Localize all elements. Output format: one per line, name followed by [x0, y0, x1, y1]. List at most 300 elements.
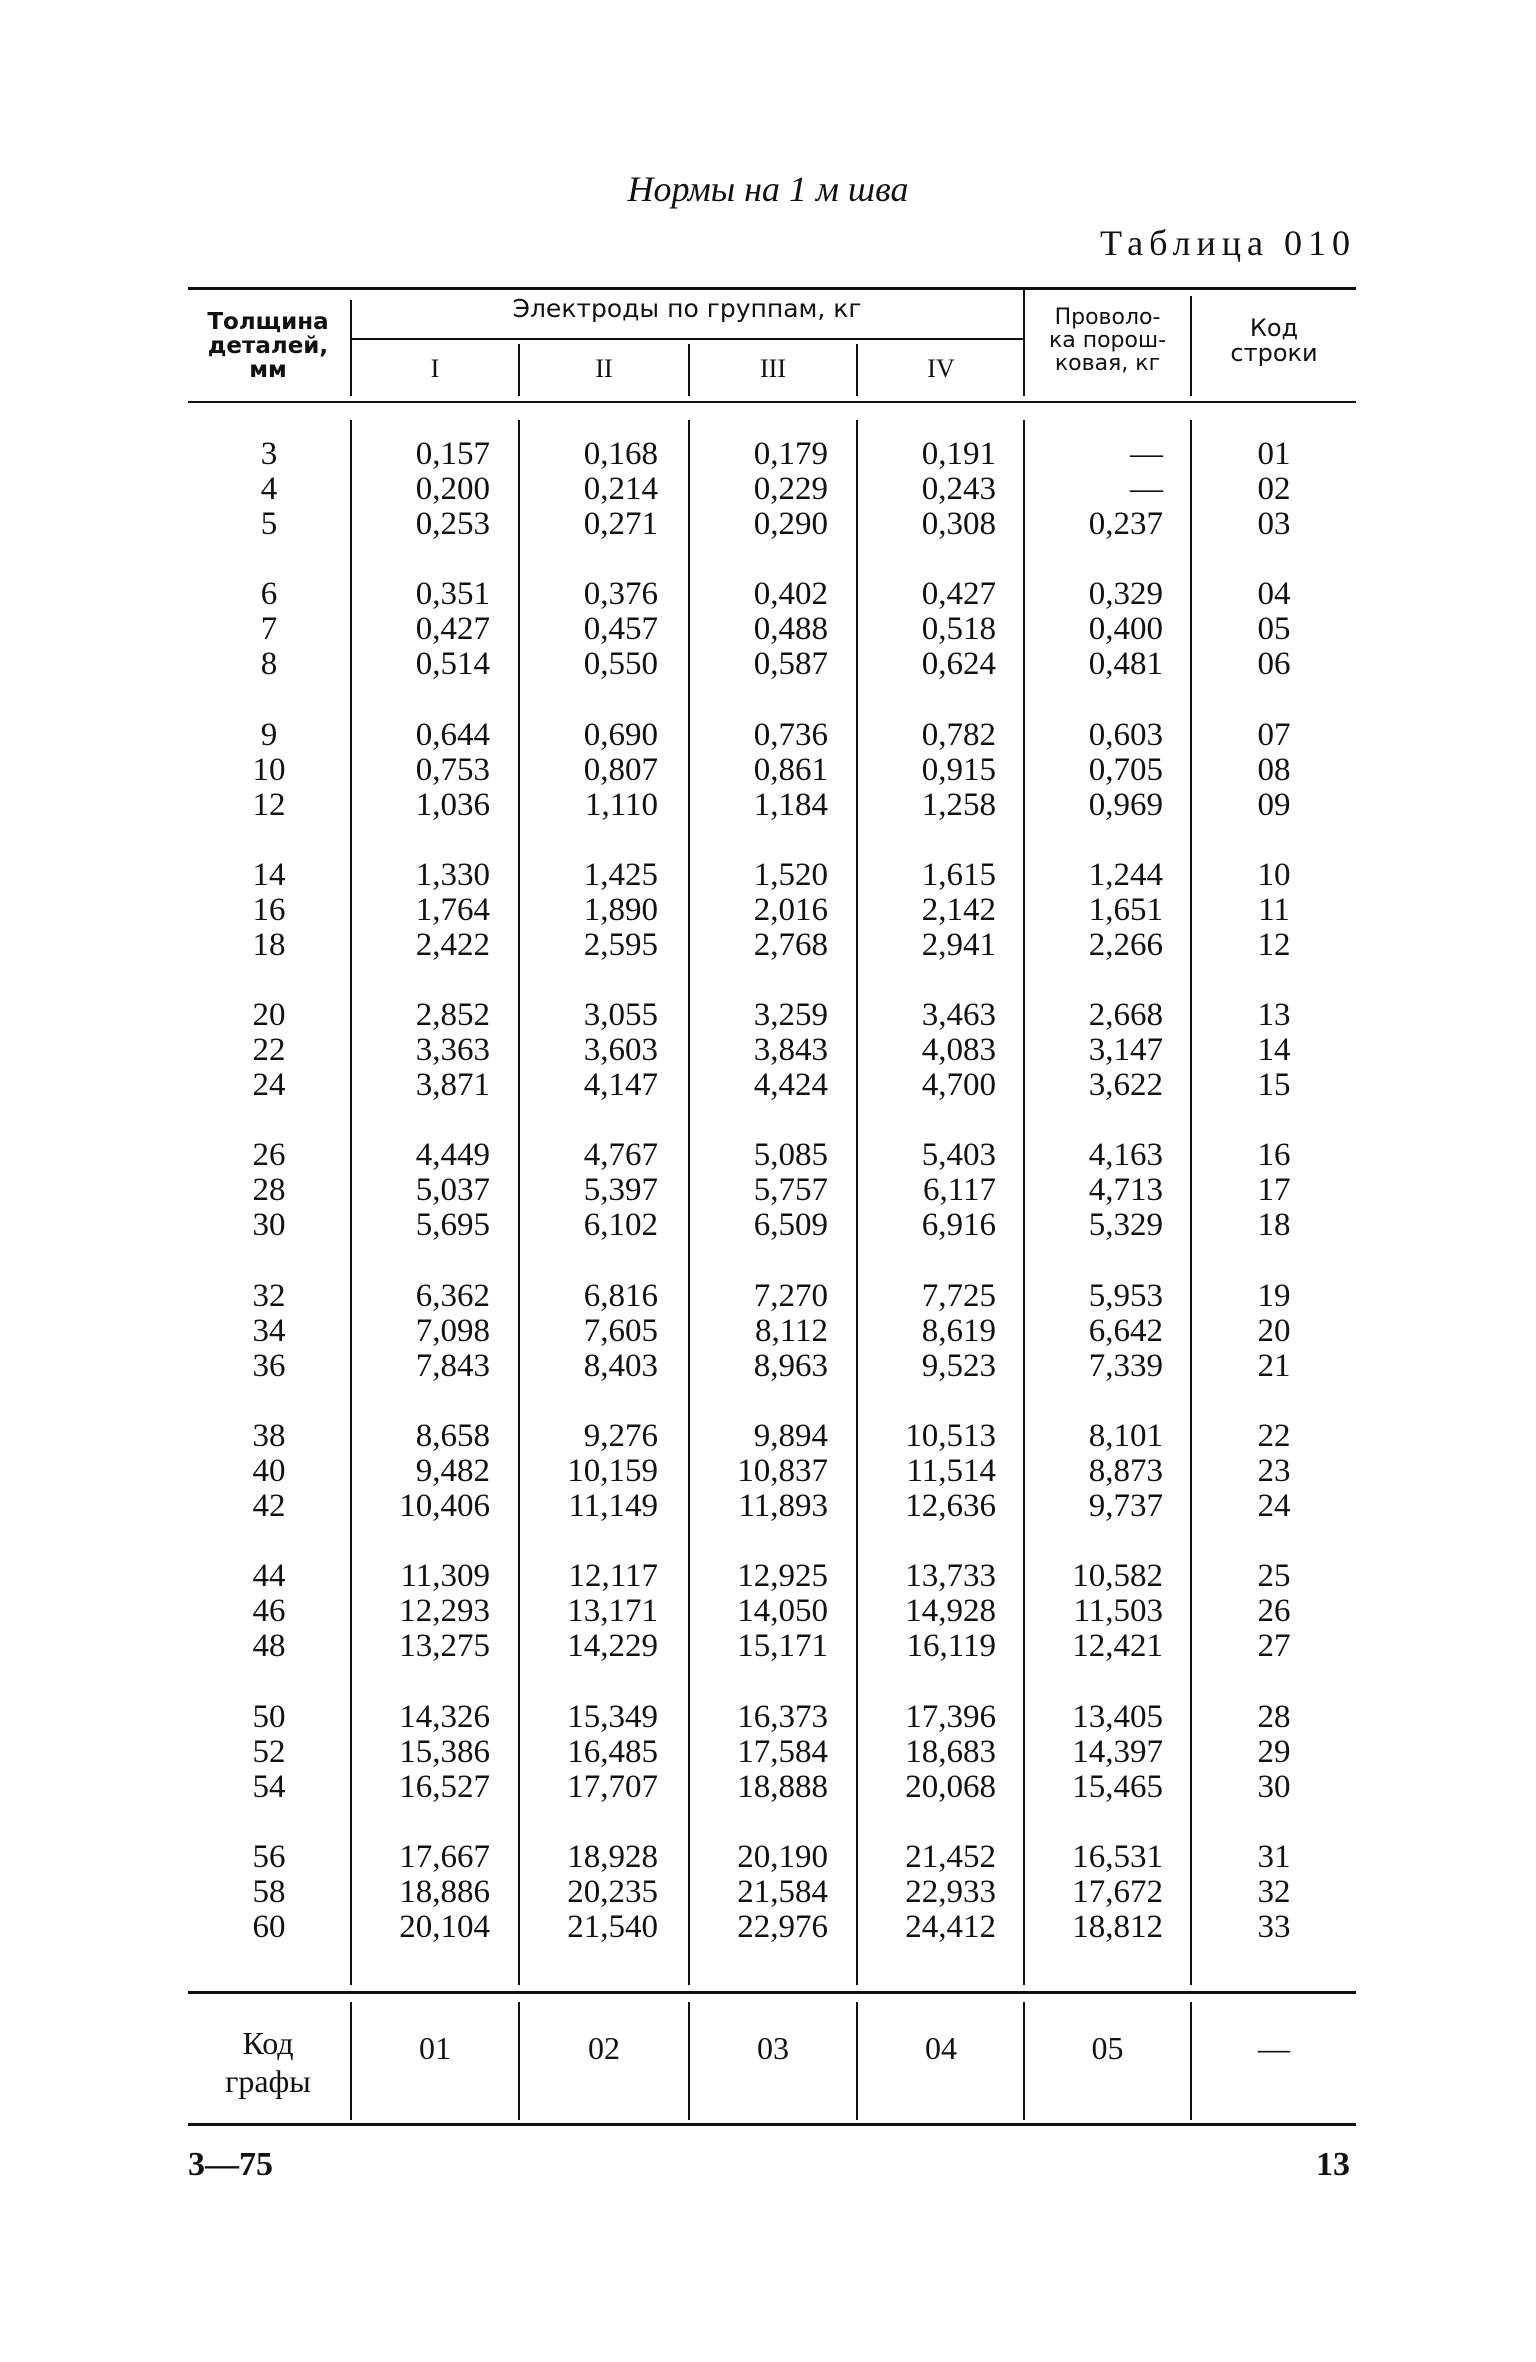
electrode-group-2-cell: 5,397 — [583, 1172, 658, 1209]
table-body — [0, 437, 1536, 1980]
electrode-group-3-cell: 18,888 — [737, 1768, 828, 1805]
table-row — [0, 437, 1536, 472]
electrode-group-4-cell: 21,452 — [905, 1838, 996, 1875]
wire-cell: 1,651 — [1088, 891, 1163, 928]
table-row — [0, 788, 1536, 823]
thickness-cell: 12 — [252, 786, 286, 823]
electrode-group-2-cell: 1,110 — [584, 786, 658, 823]
electrode-group-1-cell: 20,104 — [399, 1908, 490, 1945]
wire-cell: 8,101 — [1088, 1418, 1163, 1455]
wire-cell: 15,465 — [1072, 1768, 1163, 1805]
wire-cell: 10,582 — [1072, 1558, 1163, 1595]
table-row — [0, 1910, 1536, 1945]
table-row — [0, 1489, 1536, 1524]
row-code-cell: 14 — [1257, 1032, 1291, 1069]
thickness-cell: 26 — [252, 1137, 286, 1174]
thickness-cell: 7 — [260, 611, 278, 648]
wire-cell: 0,705 — [1088, 751, 1163, 788]
electrode-group-1-cell: 0,200 — [415, 471, 490, 507]
thickness-cell: 54 — [252, 1768, 286, 1805]
row-code-cell: 11 — [1258, 891, 1290, 928]
table-row — [0, 1559, 1536, 1594]
wire-cell: 4,163 — [1088, 1137, 1163, 1174]
electrodes-header: Электроды по группам, кг — [512, 294, 862, 323]
electrode-group-4-cell: 0,624 — [921, 646, 996, 683]
electrode-group-2-cell: 0,376 — [583, 576, 658, 613]
electrode-group-1-cell: 8,658 — [415, 1418, 490, 1455]
electrode-group-4-cell: 9,523 — [921, 1347, 996, 1384]
electrode-group-1-cell: 10,406 — [399, 1488, 490, 1525]
electrode-group-2-cell: 10,159 — [567, 1453, 658, 1490]
wire-cell: 17,672 — [1072, 1873, 1163, 1910]
row-code-cell: 24 — [1257, 1488, 1291, 1525]
table-row — [0, 1454, 1536, 1489]
thickness-header-line: Толщина — [207, 309, 329, 335]
electrode-group-1-cell: 7,098 — [415, 1312, 490, 1349]
electrode-group-1-cell: 3,363 — [415, 1032, 490, 1069]
page-number: 13 — [1316, 2146, 1350, 2183]
electrode-group-3-cell: 0,587 — [753, 646, 828, 683]
wire-cell: 12,421 — [1072, 1628, 1163, 1665]
thickness-cell: 16 — [252, 891, 286, 928]
electrode-group-1-cell: 9,482 — [415, 1453, 490, 1490]
thickness-cell: 8 — [260, 646, 278, 683]
table-row — [0, 1314, 1536, 1349]
electrode-group-2-cell: 6,102 — [583, 1207, 658, 1244]
electrode-group-4-cell: 6,117 — [922, 1172, 996, 1209]
electrode-group-3-cell: 0,179 — [753, 436, 828, 472]
wire-cell: 9,737 — [1088, 1488, 1163, 1525]
electrode-group-2-cell: 0,214 — [583, 471, 658, 507]
electrode-group-4-cell: 4,700 — [921, 1067, 996, 1104]
electrode-group-4-cell: 14,928 — [905, 1593, 996, 1630]
thickness-cell: 52 — [252, 1733, 286, 1770]
table-row — [0, 1875, 1536, 1910]
table-row — [0, 612, 1536, 647]
electrode-group-2-cell: 12,117 — [568, 1558, 658, 1595]
electrode-group-3-cell: 1,184 — [753, 786, 828, 823]
table-row — [0, 1735, 1536, 1770]
table-row — [0, 1208, 1536, 1243]
electrode-group-3-cell: 9,894 — [753, 1418, 828, 1455]
wire-cell: 2,668 — [1088, 997, 1163, 1034]
wire-cell: 2,266 — [1088, 926, 1163, 963]
electrode-group-4-cell: 0,782 — [921, 716, 996, 753]
row-group — [0, 858, 1536, 998]
table-row — [0, 998, 1536, 1033]
table-row — [0, 893, 1536, 928]
electrode-group-2-cell: 4,147 — [583, 1067, 658, 1104]
electrode-group-4-cell: 0,915 — [921, 751, 996, 788]
thickness-cell: 36 — [252, 1347, 286, 1384]
table-row — [0, 753, 1536, 788]
electrode-group-1-cell: 6,362 — [415, 1277, 490, 1314]
electrode-group-2-cell: 0,271 — [583, 506, 658, 542]
electrode-group-3-cell: 0,290 — [753, 506, 828, 542]
thickness-cell: 30 — [252, 1207, 286, 1244]
electrode-group-2-cell: 17,707 — [567, 1768, 658, 1805]
column-code: — — [1258, 2030, 1290, 2066]
thickness-header-line: деталей, — [207, 333, 329, 360]
row-code-cell: 21 — [1257, 1347, 1291, 1384]
electrode-group-4-cell: 0,243 — [921, 471, 996, 507]
electrode-group-3-cell: 3,259 — [753, 997, 828, 1034]
thickness-header-line: мм — [249, 357, 287, 384]
electrode-group-4-cell: 11,514 — [906, 1453, 996, 1490]
row-group — [0, 1419, 1536, 1559]
row-code-cell: 09 — [1257, 786, 1291, 823]
electrode-group-3-cell: 10,837 — [737, 1453, 828, 1490]
thickness-cell: 60 — [252, 1908, 286, 1945]
row-group — [0, 1700, 1536, 1840]
electrode-group-1-cell: 13,275 — [399, 1628, 490, 1665]
group-header-iv: IV — [927, 354, 955, 383]
electrode-group-4-cell: 2,941 — [921, 926, 996, 963]
electrode-group-1-cell: 1,330 — [415, 856, 490, 893]
electrode-group-2-cell: 18,928 — [567, 1838, 658, 1875]
thickness-cell: 24 — [252, 1067, 286, 1104]
thickness-cell: 38 — [252, 1418, 286, 1455]
electrode-group-1-cell: 0,351 — [415, 576, 490, 613]
row-code-cell: 33 — [1257, 1908, 1291, 1945]
electrode-group-1-cell: 0,157 — [415, 436, 490, 472]
table-title: Нормы на 1 м шва — [627, 169, 909, 209]
electrode-group-2-cell: 4,767 — [583, 1137, 658, 1174]
electrode-group-1-cell: 4,449 — [415, 1137, 490, 1174]
table-row — [0, 1594, 1536, 1629]
electrode-group-1-cell: 18,886 — [399, 1873, 490, 1910]
code-header-line: Код — [1249, 314, 1299, 342]
row-code-cell: 28 — [1257, 1698, 1291, 1735]
electrode-group-3-cell: 16,373 — [737, 1698, 828, 1735]
thickness-cell: 9 — [260, 716, 278, 753]
electrode-group-1-cell: 0,644 — [415, 716, 490, 753]
electrode-group-2-cell: 7,605 — [583, 1312, 658, 1349]
row-code-cell: 30 — [1257, 1768, 1291, 1805]
electrode-group-3-cell: 8,112 — [754, 1312, 828, 1349]
electrode-group-4-cell: 8,619 — [921, 1312, 996, 1349]
wire-cell: 5,329 — [1088, 1207, 1163, 1244]
electrode-group-2-cell: 6,816 — [583, 1277, 658, 1314]
row-code-cell: 25 — [1257, 1558, 1291, 1595]
electrode-group-1-cell: 11,309 — [400, 1558, 490, 1595]
electrode-group-4-cell: 0,308 — [921, 506, 996, 542]
electrode-group-2-cell: 0,457 — [583, 611, 658, 648]
column-code: 04 — [925, 2030, 957, 2066]
thickness-cell: 10 — [252, 751, 286, 788]
row-code-cell: 05 — [1257, 611, 1291, 648]
electrode-group-3-cell: 20,190 — [737, 1838, 828, 1875]
electrode-group-2-cell: 1,890 — [583, 891, 658, 928]
electrode-group-4-cell: 24,412 — [905, 1908, 996, 1945]
electrode-group-1-cell: 7,843 — [415, 1347, 490, 1384]
electrode-group-3-cell: 14,050 — [737, 1593, 828, 1630]
thickness-cell: 46 — [252, 1593, 286, 1630]
row-code-cell: 20 — [1257, 1312, 1291, 1349]
row-group — [0, 1840, 1536, 1980]
row-code-cell: 31 — [1257, 1838, 1291, 1875]
row-code-cell: 26 — [1257, 1593, 1291, 1630]
thickness-header — [188, 310, 348, 382]
thickness-cell: 32 — [252, 1277, 286, 1314]
electrode-group-4-cell: 1,615 — [921, 856, 996, 893]
electrode-group-1-cell: 1,036 — [415, 786, 490, 823]
column-code: 03 — [757, 2030, 789, 2066]
footer-label-line: Код — [242, 2025, 294, 2061]
electrode-group-4-cell: 12,636 — [905, 1488, 996, 1525]
row-code-cell: 16 — [1257, 1137, 1291, 1174]
thickness-cell: 3 — [260, 436, 278, 472]
thickness-cell: 40 — [252, 1453, 286, 1490]
thickness-cell: 4 — [260, 471, 278, 507]
table-row — [0, 1700, 1536, 1735]
wire-header — [1025, 306, 1190, 375]
thickness-cell: 20 — [252, 997, 286, 1034]
wire-header-line: Проволо- — [1054, 305, 1161, 330]
wire-cell: 7,339 — [1088, 1347, 1163, 1384]
group-header-ii: II — [595, 354, 613, 383]
row-code-cell: 12 — [1257, 926, 1291, 963]
table-row — [0, 577, 1536, 612]
electrode-group-2-cell: 0,168 — [583, 436, 658, 472]
electrode-group-3-cell: 8,963 — [753, 1347, 828, 1384]
electrode-group-2-cell: 2,595 — [583, 926, 658, 963]
table-row — [0, 1279, 1536, 1314]
row-code-cell: 23 — [1257, 1453, 1291, 1490]
row-code-cell: 02 — [1257, 471, 1291, 507]
wire-cell: 0,237 — [1088, 506, 1163, 542]
wire-cell: 13,405 — [1072, 1698, 1163, 1735]
column-code: 02 — [588, 2030, 620, 2066]
column-code: 05 — [1091, 2030, 1124, 2066]
electrode-group-3-cell: 4,424 — [753, 1067, 828, 1104]
electrode-group-2-cell: 8,403 — [583, 1347, 658, 1384]
thickness-cell: 56 — [252, 1838, 286, 1875]
row-code-cell: 32 — [1257, 1873, 1291, 1910]
electrode-group-1-cell: 5,037 — [415, 1172, 490, 1209]
wire-cell: 0,329 — [1088, 576, 1163, 613]
table-row — [0, 1138, 1536, 1173]
electrode-group-2-cell: 13,171 — [567, 1593, 658, 1630]
row-group — [0, 1138, 1536, 1278]
footer-label-line: графы — [225, 2063, 311, 2099]
electrode-group-3-cell: 12,925 — [737, 1558, 828, 1595]
electrode-group-1-cell: 2,422 — [415, 926, 490, 963]
row-group — [0, 1559, 1536, 1699]
thickness-cell: 44 — [252, 1558, 286, 1595]
electrode-group-3-cell: 11,893 — [738, 1488, 828, 1525]
row-code-cell: 06 — [1257, 646, 1291, 683]
thickness-cell: 34 — [252, 1312, 286, 1349]
electrode-group-4-cell: 13,733 — [905, 1558, 996, 1595]
electrode-group-1-cell: 17,667 — [399, 1838, 490, 1875]
group-header-iii: III — [760, 354, 786, 383]
electrode-group-4-cell: 17,396 — [905, 1698, 996, 1735]
electrode-group-3-cell: 0,229 — [753, 471, 828, 507]
electrode-group-3-cell: 7,270 — [753, 1277, 828, 1314]
electrode-group-3-cell: 5,085 — [753, 1137, 828, 1174]
footer-label — [188, 2024, 348, 2100]
electrode-group-3-cell: 22,976 — [737, 1908, 828, 1945]
wire-cell: 0,969 — [1088, 786, 1163, 823]
electrode-group-4-cell: 16,119 — [906, 1628, 996, 1665]
electrode-group-3-cell: 15,171 — [737, 1628, 828, 1665]
row-group — [0, 577, 1536, 717]
electrode-group-4-cell: 22,933 — [905, 1873, 996, 1910]
wire-cell: 6,642 — [1088, 1312, 1163, 1349]
row-code-cell: 03 — [1257, 506, 1291, 542]
table-row — [0, 1033, 1536, 1068]
electrode-group-4-cell: 5,403 — [921, 1137, 996, 1174]
electrode-group-2-cell: 0,690 — [583, 716, 658, 753]
group-header-i: I — [430, 354, 440, 383]
electrode-group-2-cell: 1,425 — [583, 856, 658, 893]
thickness-cell: 22 — [252, 1032, 286, 1069]
row-code-cell: 15 — [1257, 1067, 1291, 1104]
electrode-group-2-cell: 14,229 — [567, 1628, 658, 1665]
electrode-group-1-cell: 0,427 — [415, 611, 490, 648]
electrode-group-3-cell: 0,736 — [753, 716, 828, 753]
table-row — [0, 507, 1536, 542]
table-row — [0, 1840, 1536, 1875]
table-row — [0, 1349, 1536, 1384]
wire-cell: 3,622 — [1088, 1067, 1163, 1104]
electrode-group-4-cell: 4,083 — [921, 1032, 996, 1069]
table-row — [0, 718, 1536, 753]
electrode-group-3-cell: 0,488 — [753, 611, 828, 648]
code-header-line: строки — [1230, 339, 1318, 368]
table-row — [0, 1629, 1536, 1664]
electrode-group-1-cell: 14,326 — [399, 1698, 490, 1735]
electrode-group-2-cell: 9,276 — [583, 1418, 658, 1455]
wire-cell: 0,400 — [1088, 611, 1163, 648]
wire-cell: 0,481 — [1088, 646, 1163, 683]
electrode-group-3-cell: 0,402 — [753, 576, 828, 613]
electrode-group-1-cell: 3,871 — [415, 1067, 490, 1104]
electrode-group-3-cell: 21,584 — [737, 1873, 828, 1910]
thickness-cell: 14 — [252, 856, 286, 893]
electrode-group-3-cell: 3,843 — [753, 1032, 828, 1069]
electrode-group-2-cell: 11,149 — [568, 1488, 658, 1525]
table-row — [0, 472, 1536, 507]
row-code-cell: 01 — [1257, 436, 1291, 472]
code-header — [1192, 316, 1356, 366]
electrode-group-4-cell: 18,683 — [905, 1733, 996, 1770]
wire-cell: 16,531 — [1072, 1838, 1163, 1875]
wire-cell: — — [1130, 471, 1163, 507]
thickness-cell: 6 — [260, 576, 278, 613]
table-row — [0, 1068, 1536, 1103]
table-row — [0, 858, 1536, 893]
electrode-group-4-cell: 0,191 — [921, 436, 996, 472]
row-code-cell: 18 — [1257, 1207, 1291, 1244]
electrode-group-1-cell: 12,293 — [399, 1593, 490, 1630]
table-row — [0, 647, 1536, 682]
table-row — [0, 1770, 1536, 1805]
table-number: Таблица 010 — [1100, 223, 1356, 263]
wire-cell: 0,603 — [1088, 716, 1163, 753]
wire-cell: 18,812 — [1072, 1908, 1163, 1945]
thickness-cell: 58 — [252, 1873, 286, 1910]
wire-cell: 1,244 — [1088, 856, 1163, 893]
thickness-cell: 18 — [252, 926, 286, 963]
electrode-group-2-cell: 3,055 — [583, 997, 658, 1034]
electrode-group-3-cell: 17,584 — [737, 1733, 828, 1770]
electrode-group-3-cell: 0,861 — [753, 751, 828, 788]
row-code-cell: 19 — [1257, 1277, 1291, 1314]
electrode-group-1-cell: 2,852 — [415, 997, 490, 1034]
row-code-cell: 17 — [1257, 1172, 1291, 1209]
electrode-group-3-cell: 1,520 — [753, 856, 828, 893]
row-code-cell: 13 — [1257, 997, 1291, 1034]
footer-bottom-rule — [188, 2123, 1356, 2126]
row-code-cell: 08 — [1257, 751, 1291, 788]
electrode-group-4-cell: 7,725 — [921, 1277, 996, 1314]
electrode-group-1-cell: 0,753 — [415, 751, 490, 788]
header-top-rule — [188, 287, 1356, 290]
wire-cell: 11,503 — [1073, 1593, 1163, 1630]
row-code-cell: 29 — [1257, 1733, 1291, 1770]
document-code: 3—75 — [188, 2146, 273, 2183]
electrode-group-1-cell: 1,764 — [415, 891, 490, 928]
table-row — [0, 1419, 1536, 1454]
row-code-cell: 07 — [1257, 716, 1291, 753]
wire-cell: 4,713 — [1088, 1172, 1163, 1209]
wire-cell: 8,873 — [1088, 1453, 1163, 1490]
table-row — [0, 928, 1536, 963]
wire-cell: 5,953 — [1088, 1277, 1163, 1314]
thickness-cell: 28 — [252, 1172, 286, 1209]
electrode-group-3-cell: 2,016 — [753, 891, 828, 928]
column-code: 01 — [419, 2030, 451, 2066]
thickness-cell: 5 — [260, 506, 278, 542]
wire-cell: — — [1130, 436, 1163, 472]
thickness-cell: 50 — [252, 1698, 286, 1735]
row-group — [0, 1279, 1536, 1419]
wire-header-line: ка порош- — [1048, 328, 1167, 354]
header-bottom-rule — [188, 401, 1356, 403]
electrode-group-2-cell: 0,807 — [583, 751, 658, 788]
row-group — [0, 998, 1536, 1138]
electrode-group-3-cell: 6,509 — [753, 1207, 828, 1244]
electrode-group-2-cell: 0,550 — [583, 646, 658, 683]
row-group — [0, 437, 1536, 577]
electrode-group-1-cell: 0,514 — [415, 646, 490, 683]
wire-cell: 14,397 — [1072, 1733, 1163, 1770]
electrode-group-2-cell: 16,485 — [567, 1733, 658, 1770]
electrode-group-1-cell: 5,695 — [415, 1207, 490, 1244]
row-code-cell: 22 — [1257, 1418, 1291, 1455]
row-code-cell: 10 — [1257, 856, 1291, 893]
electrode-group-4-cell: 20,068 — [905, 1768, 996, 1805]
electrode-group-1-cell: 15,386 — [399, 1733, 490, 1770]
electrodes-subrule — [352, 338, 1024, 340]
electrode-group-4-cell: 3,463 — [921, 997, 996, 1034]
electrode-group-2-cell: 15,349 — [567, 1698, 658, 1735]
electrode-group-2-cell: 3,603 — [583, 1032, 658, 1069]
table-row — [0, 1173, 1536, 1208]
thickness-cell: 48 — [252, 1628, 286, 1665]
body-bottom-rule — [188, 1991, 1356, 1994]
electrode-group-4-cell: 10,513 — [905, 1418, 996, 1455]
row-code-cell: 04 — [1257, 576, 1291, 613]
row-code-cell: 27 — [1257, 1628, 1291, 1665]
electrode-group-3-cell: 2,768 — [753, 926, 828, 963]
electrode-group-2-cell: 21,540 — [567, 1908, 658, 1945]
thickness-cell: 42 — [252, 1488, 286, 1525]
electrode-group-4-cell: 0,427 — [921, 576, 996, 613]
electrode-group-4-cell: 1,258 — [921, 786, 996, 823]
